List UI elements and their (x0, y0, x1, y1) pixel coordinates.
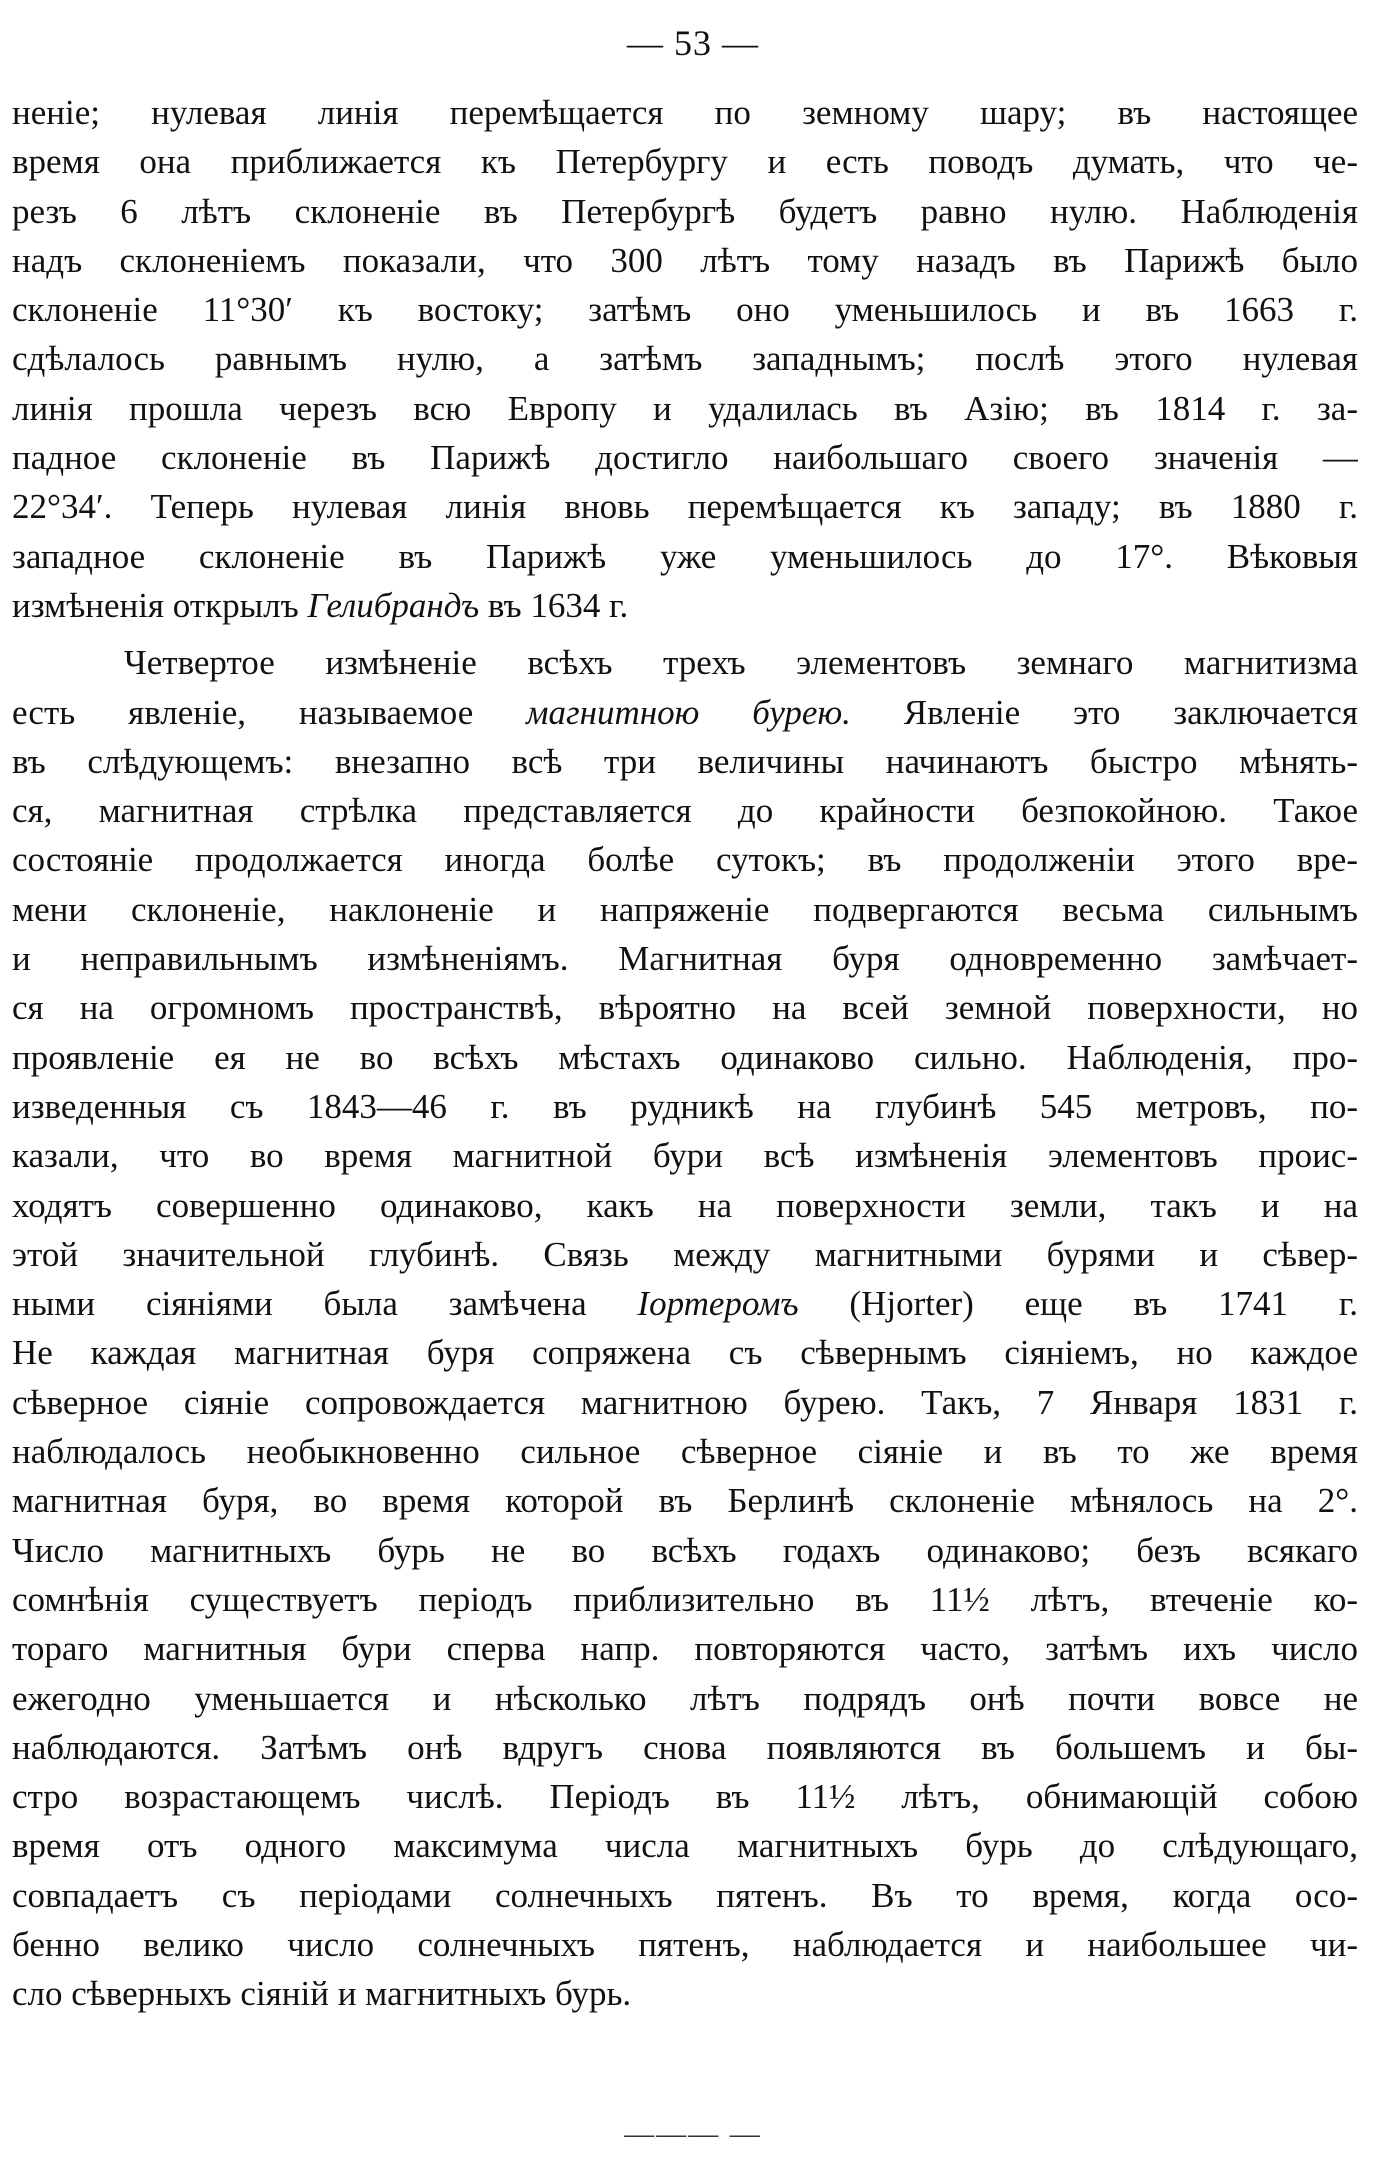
author-name-hjorter: Іортеромъ (637, 1284, 799, 1324)
text-line: совпадаетъ съ періодами солнечныхъ пятенъ. Въ то время, когда осо- (12, 1875, 1358, 1915)
text-line: сомнѣнія существуетъ періодъ приблизительно въ 11½ лѣтъ, втеченіе ко- (12, 1579, 1358, 1619)
text-line: линія прошла черезъ всю Европу и удалилась въ Азію; въ 1814 г. за- (12, 388, 1358, 428)
text-line: состояніе продолжается иногда болѣе сутокъ; въ продолженіи этого вре- (12, 840, 1358, 880)
text-segment: въ 1634 г. (479, 585, 629, 625)
text-segment: измѣненія открылъ (12, 585, 308, 625)
text-line: ся, магнитная стрѣлка представляется до крайности безпокойною. Такое (12, 791, 1358, 831)
body-text (12, 88, 1358, 2019)
text-line (12, 1279, 1358, 1328)
text-line: падное склоненіе въ Парижѣ достигло наибольшаго своего значенія — (12, 438, 1358, 478)
text-line: стро возрастающемъ числѣ. Періодъ въ 11½ лѣтъ, обнимающій собою (12, 1777, 1358, 1817)
text-line: наблюдаются. Затѣмъ онѣ вдругъ снова появляются въ большемъ и бы- (12, 1727, 1358, 1767)
text-line: Число магнитныхъ бурь не во всѣхъ годахъ одинаково; безъ всякаго (12, 1530, 1358, 1570)
text-line: западное склоненіе въ Парижѣ уже уменьшилось до 17°. Вѣковыя (12, 536, 1358, 576)
text-line: ежегодно уменьшается и нѣсколько лѣтъ подрядъ онѣ почти вовсе не (12, 1678, 1358, 1718)
text-line-last: сло сѣверныхъ сіяній и магнитныхъ бурь. (12, 1974, 632, 2014)
text-line: время отъ одного максимума числа магнитныхъ бурь до слѣдующаго, (12, 1826, 1358, 1866)
paragraph-gap (12, 630, 1358, 638)
text-line: Четвертое измѣненіе всѣхъ трехъ элементовъ земнаго магнитизма (124, 643, 1358, 683)
text-line: этой значительной глубинѣ. Связь между магнитными бурями и сѣвер- (12, 1234, 1358, 1274)
text-segment: (Hjorter) еще въ 1741 г. (798, 1284, 1358, 1324)
text-line: склоненіе 11°30′ къ востоку; затѣмъ оно уменьшилось и въ 1663 г. (12, 290, 1358, 330)
end-rule: ——— — (624, 2117, 762, 2150)
text-line: тораго магнитныя бури сперва напр. повторяются часто, затѣмъ ихъ число (12, 1629, 1358, 1669)
text-line: 22°34′. Теперь нулевая линія вновь перемѣщается къ западу; въ 1880 г. (12, 487, 1358, 527)
page-number: — 53 — (627, 23, 759, 63)
text-line: въ слѣдующемъ: внезапно всѣ три величины начинаютъ быстро мѣнять- (12, 741, 1358, 781)
term-magnetic-storm: магнитною бурею. (526, 692, 851, 732)
text-line: бенно велико число солнечныхъ пятенъ, наблюдается и наибольшее чи- (12, 1924, 1358, 1964)
text-line: проявленіе ея не во всѣхъ мѣстахъ одинаково сильно. Наблюденія, про- (12, 1037, 1358, 1077)
text-line: ходятъ совершенно одинаково, какъ на поверхности земли, такъ и на (12, 1185, 1358, 1225)
text-line: магнитная буря, во время которой въ Берлинѣ склоненіе мѣнялось на 2°. (12, 1481, 1358, 1521)
author-name-helibrand: Гелибрандъ (307, 585, 480, 625)
text-line (12, 688, 1358, 737)
text-segment: есть явленіе, называемое (12, 692, 527, 732)
text-line: резъ 6 лѣтъ склоненіе въ Петербургѣ будетъ равно нулю. Наблюденія (12, 191, 1358, 231)
text-line: сдѣлалось равнымъ нулю, а затѣмъ западнымъ; послѣ этого нулевая (12, 339, 1358, 379)
paragraph-2 (12, 638, 1358, 2018)
text-segment: ными сіяніями была замѣчена (12, 1284, 638, 1324)
text-line: надъ склоненіемъ показали, что 300 лѣтъ тому назадъ въ Парижѣ было (12, 240, 1358, 280)
text-line: мени склоненіе, наклоненіе и напряженіе подвергаются весьма сильнымъ (12, 889, 1358, 929)
text-line: Не каждая магнитная буря сопряжена съ сѣвернымъ сіяніемъ, но каждое (12, 1333, 1358, 1373)
text-line: сѣверное сіяніе сопровождается магнитною бурею. Такъ, 7 Января 1831 г. (12, 1382, 1358, 1422)
text-line: наблюдалось необыкновенно сильное сѣверное сіяніе и въ то же время (12, 1432, 1358, 1472)
text-line: время она приближается къ Петербургу и есть поводъ думать, что че- (12, 142, 1358, 182)
text-line: неніе; нулевая линія перемѣщается по земному шару; въ настоящее (12, 93, 1358, 132)
text-line: и неправильнымъ измѣненіямъ. Магнитная буря одновременно замѣчает- (12, 939, 1358, 979)
text-line: казали, что во время магнитной бури всѣ измѣненія элементовъ проис- (12, 1136, 1358, 1176)
paragraph-1 (12, 88, 1358, 630)
text-line: ся на огромномъ пространствѣ, вѣроятно на всей земной поверхности, но (12, 988, 1358, 1028)
text-line: изведенныя съ 1843—46 г. въ рудникѣ на глубинѣ 545 метровъ, по- (12, 1086, 1358, 1126)
text-line-last (12, 581, 1358, 630)
text-segment: Явленіе это заключается (850, 692, 1358, 732)
